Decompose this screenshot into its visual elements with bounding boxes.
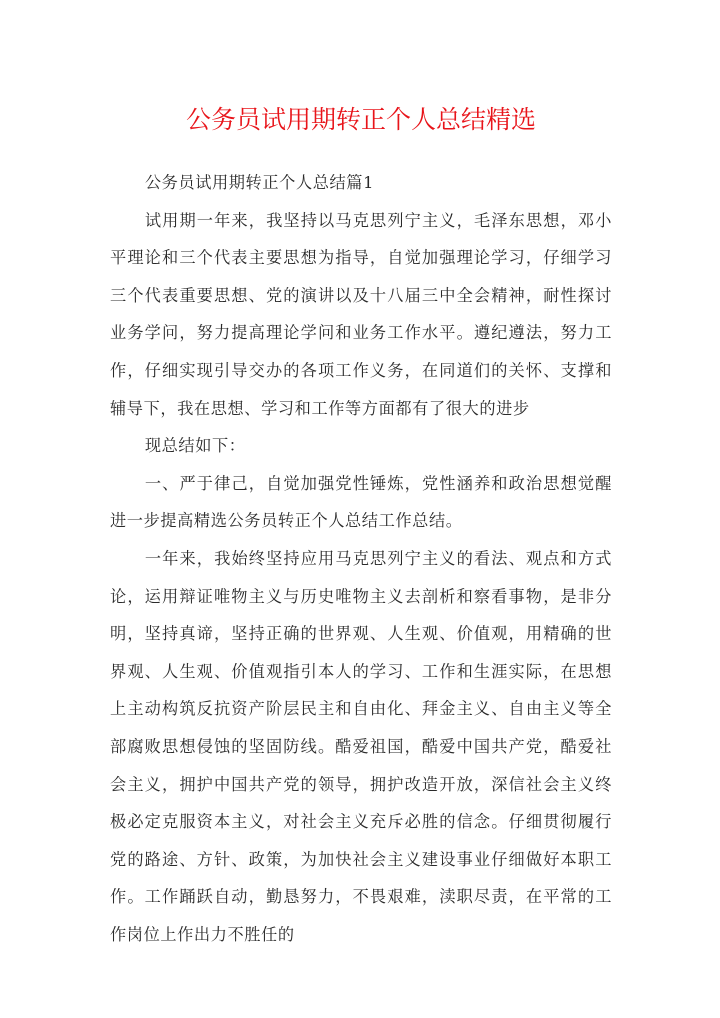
body-paragraph: 一年来，我始终坚持应用马克思列宁主义的看法、观点和方式论，运用辩证唯物主义与历史唯物主义去剖析和察看事物，是非分明，坚持真谛，坚持正确的世界观、人生观、价值观，用精确的世界观、人生观、价值观指引本人的学习、工作和生涯实际，在思想上主动构筑反抗资产阶层民主和自由化、拜金主义、自由主义等全部腐败思想侵蚀的坚固防线。酷爱祖国，酷爱中国共产党，酷爱社会主义，拥护中国共产党的领导，拥护改造开放，深信社会主义终极必定克服资本主义，对社会主义充斥必胜的信念。仔细贯彻履行党的路途、方针、政策，为加快社会主义建设事业仔细做好本职工作。工作踊跃自动，勤恳努力，不畏艰难，渎职尽责，在平常的工作岗位上作出力不胜任的 <box>110 548 612 944</box>
body-paragraph: 试用期一年来，我坚持以马克思列宁主义，毛泽东思想，邓小平理论和三个代表主要思想为指导，自觉加强理论学习，仔细学习三个代表重要思想、党的演讲以及十八届三中全会精神，耐性探讨业务学问，努力提高理论学问和业务工作水平。遵纪遵法，努力工作，仔细实现引导交办的各项工作义务，在同道们的关怀、支撑和辅导下，我在思想、学习和工作等方面都有了很大的进步 <box>110 210 612 418</box>
section-heading: 公务员试用期转正个人总结篇1 <box>144 173 374 192</box>
document-title: 公务员试用期转正个人总结精选 <box>185 105 536 134</box>
body-paragraph: 现总结如下： <box>144 436 246 456</box>
body-paragraph: 一、严于律己，自觉加强党性锤炼，党性涵养和政治思想觉醒进一步提高精选公务员转正个人总结工作总结。 <box>110 473 612 531</box>
document-body <box>110 164 612 953</box>
